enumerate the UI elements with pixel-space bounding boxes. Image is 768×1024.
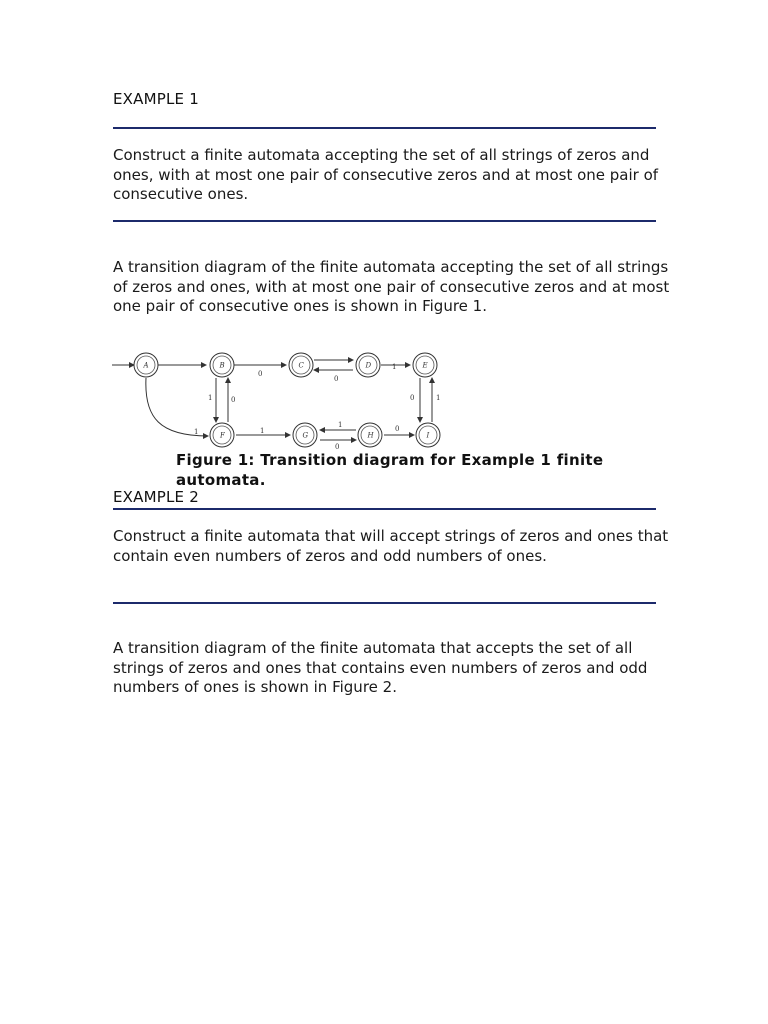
edge-label-d-e: 1 [392, 363, 397, 371]
svg-text:H: H [367, 431, 374, 440]
edge-label-f-b: 0 [231, 396, 236, 404]
section-divider [113, 220, 656, 222]
edge-label-d-c: 0 [334, 375, 339, 383]
state-a [134, 353, 158, 377]
svg-text:I: I [426, 431, 430, 440]
edge-label-i-e: 1 [436, 394, 441, 402]
svg-text:G: G [302, 431, 309, 440]
state-h [358, 423, 382, 447]
state-f [210, 423, 234, 447]
state-d [356, 353, 380, 377]
edge-label-f-g: 1 [260, 427, 265, 435]
example2-problem-text: Construct a finite automata that will accept strings of zeros and ones that contain even numbers of zeros and odd numbers of ones. [113, 527, 669, 565]
state-c [289, 353, 313, 377]
edge-label-h-i: 0 [395, 425, 400, 433]
edge-label-g-h: 0 [335, 443, 340, 451]
svg-text:F: F [220, 431, 225, 440]
section-divider [113, 127, 656, 129]
svg-text:B: B [219, 361, 225, 370]
edge-label-b-c: 0 [258, 370, 263, 378]
svg-text:E: E [422, 361, 428, 370]
svg-text:A: A [143, 361, 149, 370]
edge-label-b-f: 1 [208, 394, 213, 402]
edge-label-a-f: 1 [194, 428, 199, 436]
state-i [416, 423, 440, 447]
section-divider [113, 602, 656, 604]
state-e [413, 353, 437, 377]
example1-problem-text: Construct a finite automata accepting the set of all strings of zeros and ones, with at most one pair of consecutive zeros and at most one pair of consecutive ones. [113, 146, 659, 203]
section-divider [113, 508, 656, 510]
state-b [210, 353, 234, 377]
state-g [293, 423, 317, 447]
svg-text:C: C [298, 361, 304, 370]
example2-answer-text: A transition diagram of the finite automata that accepts the set of all strings of zeros and ones that contains even numbers of zeros and odd numbers of ones is shown in Figure 2. [113, 639, 648, 696]
svg-text:D: D [365, 361, 372, 370]
figure1-transition-diagram [110, 348, 450, 454]
example1-answer-text: A transition diagram of the finite automata accepting the set of all strings of zeros and ones, with at most one pair of consecutive zeros and at most one pair of consecutive ones is shown in Figure 1. [113, 258, 670, 315]
edge-a-f [146, 378, 208, 436]
figure1-caption: Figure 1: Transition diagram for Example 1 finite automata. [176, 451, 604, 489]
edge-label-h-g: 1 [338, 421, 343, 429]
edge-label-e-i: 0 [410, 394, 415, 402]
example2-heading: EXAMPLE 2 [113, 488, 199, 506]
example1-heading: EXAMPLE 1 [113, 90, 199, 108]
